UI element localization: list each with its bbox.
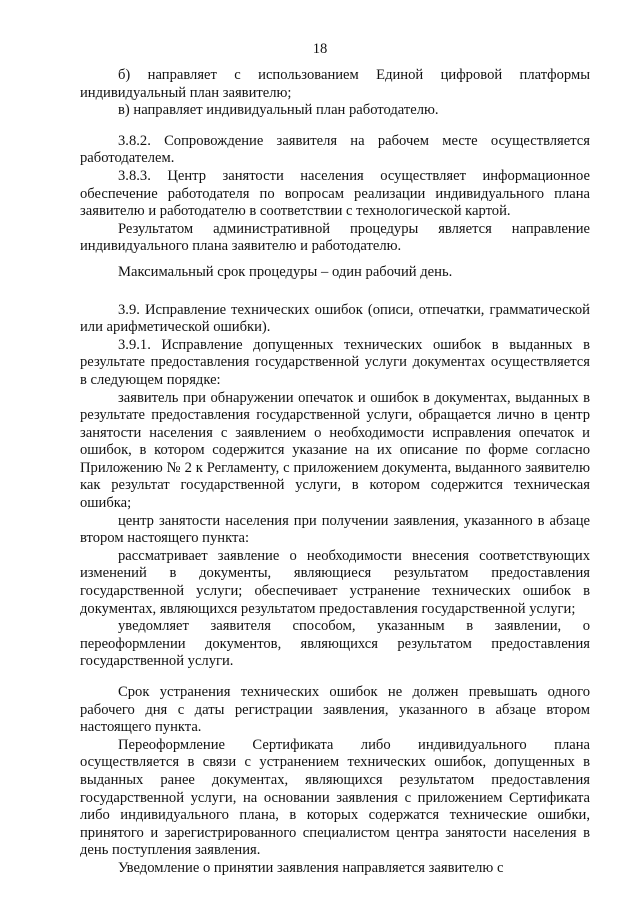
paragraph-max-term: Максимальный срок процедуры – один рабочий день. — [118, 263, 453, 280]
document-body — [80, 67, 590, 878]
paragraph-reissue: Переоформление Сертификата либо индивидуального плана осуществляется в связи с устранением технических ошибок, допущенных в выданных ранее документах, являющихся результатом предоставления государственной услуги, на основании заявления с приложением Сертификата либо индивидуального плана, в которых содержатся технические ошибки, принятого и зарегистрированного специалистом центра занятости населения в день поступления заявления. — [80, 736, 590, 859]
paragraph-3-8-1-v: в) направляет индивидуальный план работодателю. — [118, 102, 439, 119]
section-heading-3-9: 3.9. Исправление технических ошибок (описи, отпечатки, грамматической или арифметической ошибки). — [80, 301, 590, 336]
paragraph-result: Результатом административной процедуры является направление индивидуального плана заявителю и работодателю. — [80, 220, 590, 255]
paragraph-employment-center: центр занятости населения при получении заявления, указанного в абзаце втором настоящего пункта: — [80, 512, 590, 547]
paragraph-deadline: Срок устранения технических ошибок не должен превышать одного рабочего дня с даты регистрации заявления, указанного в абзаце втором настоящего пункта. — [80, 684, 590, 736]
paragraph-3-8-3: 3.8.3. Центр занятости населения осуществляет информационное обеспечение работодателя по вопросам реализации индивидуального плана заявителю и работодателю в соответствии с технологической картой. — [80, 167, 590, 220]
page-number: 18 — [312, 41, 328, 57]
paragraph-applicant: заявитель при обнаружении опечаток и ошибок в документах, выданных в результате предоставления государственной услуги, обращается лично в центр занятости населения с заявлением о необходимости исправления опечаток и ошибок, в котором содержится указание на их описание по форме согласно Приложению № 2 к Регламенту, с приложением документа, выданного заявителю как результат государственной услуги, в котором содержится техническая ошибка; — [80, 389, 590, 512]
paragraph-3-8-2: 3.8.2. Сопровождение заявителя на рабочем месте осуществляется работодателем. — [80, 132, 590, 167]
paragraph-review: рассматривает заявление о необходимости внесения соответствующих изменений в документы, являющиеся результатом предоставления государственной услуги; обеспечивает устранение технических ошибок в документах, являющихся результатом предоставления государственной услуги; — [80, 547, 590, 617]
paragraph-notification: Уведомление о принятии заявления направляется заявителю с — [118, 859, 504, 876]
paragraph-3-9-1: 3.9.1. Исправление допущенных технических ошибок в выданных в результате предоставления государственной услуги документах осуществляется в следующем порядке: — [80, 336, 590, 388]
paragraph-3-8-1-b: б) направляет с использованием Единой цифровой платформы индивидуальный план заявителю; — [80, 67, 590, 101]
paragraph-notify: уведомляет заявителя способом, указанным в заявлении, о переоформлении документов, являющихся результатом предоставления государственной услуги. — [80, 618, 590, 670]
